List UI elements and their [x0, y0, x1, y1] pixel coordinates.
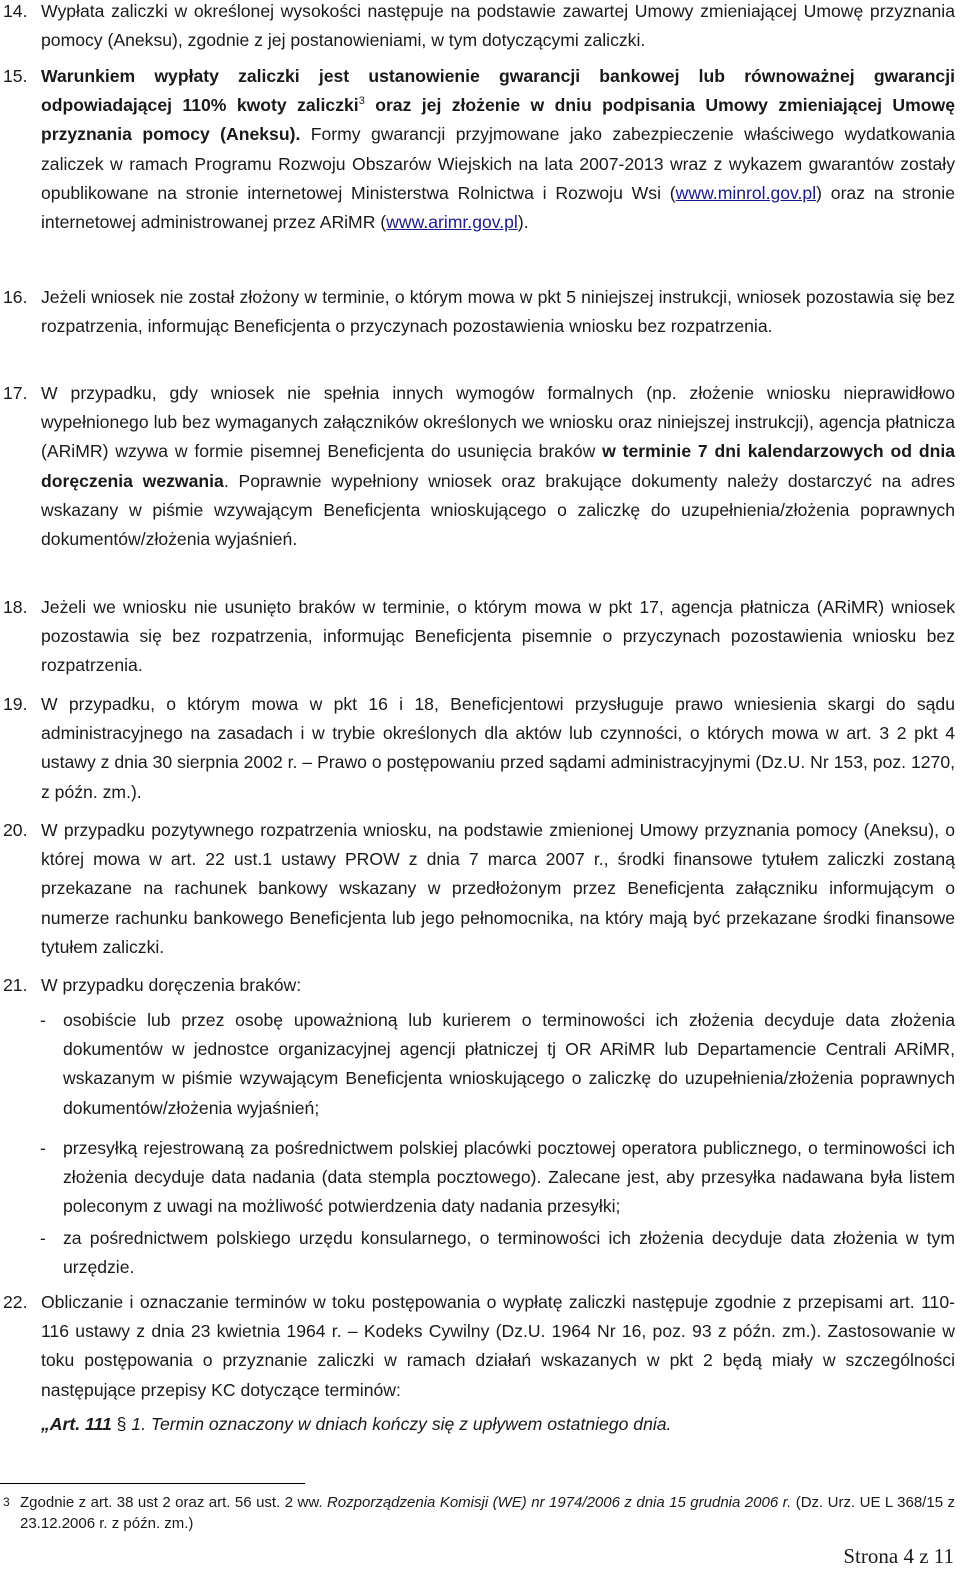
paragraph-number: 16. [3, 287, 28, 307]
paragraph-17 [0, 379, 955, 554]
paragraph-number: 17. [3, 383, 28, 403]
paragraph-text: W przypadku, o którym mowa w pkt 16 i 18, Beneficjentowi przysługuje prawo wniesienia skargi do sądu administracyjnego na zasadach i w trybie określonych dla aktów lub czynności, o których mowa w art. 3 2 pkt 4 ustawy z dnia 30 sierpnia 2002 r. – Prawo o postępowaniu przed sądami administracyjnymi (Dz.U. Nr 153, poz. 1270, z późn. zm.). [41, 694, 955, 802]
minrol-link[interactable]: www.minrol.gov.pl [675, 182, 817, 203]
paragraph-21 [0, 971, 955, 1000]
footnote-mark: 3 [3, 1495, 10, 1509]
paragraph-text: W przypadku pozytywnego rozpatrzenia wniosku, na podstawie zmienionej Umowy przyznania pomocy (Aneksu), o której mowa w art. 22 ust.1 ustawy PROW z dnia 7 marca 2007 r., środki finansowe tytułem zaliczki zostaną przekazane na rachunek bankowy wskazany w przedłożonym przez Beneficjenta załączniku informującym o numerze rachunku bankowego Beneficjenta lub jego pełnomocnika, na który mają być przekazane środki finansowe tytułem zaliczki. [41, 820, 955, 957]
footnote-separator [0, 1483, 305, 1484]
list-item-text: za pośrednictwem polskiego urzędu konsularnego, o terminowości ich złożenia decyduje data złożenia w tym urzędzie. [63, 1228, 955, 1278]
footnote-text-cont: (Dz. Urz. UE L 368/15 z 23.12.2006 r. z późn. zm.) [20, 1494, 955, 1532]
article-text: 1. Termin oznaczony w dniach kończy się z upływem ostatniego dnia. [131, 1414, 672, 1434]
list-item [0, 1224, 955, 1282]
list-item-text: osobiście lub przez osobę upoważnioną lub kurierem o terminowości ich złożenia decyduje data złożenia dokumentów w jednostce organizacyjnej agencji płatniczej tj OR ARiMR lub Departamencie Centrali ARiMR, wskazanym w piśmie wzywającym Beneficjenta wnioskującego o zaliczkę do uzupełnienia/złożenia poprawnych dokumentów/złożenia wyjaśnień; [63, 1010, 955, 1118]
list-item [0, 1006, 955, 1123]
footnote [0, 1492, 955, 1534]
paragraph-14 [0, 0, 955, 55]
footnote-text: Zgodnie z art. 38 ust 2 oraz art. 56 ust. 2 ww. [20, 1494, 327, 1511]
guarantee-requirement-cont: oraz jej złożenie w dniu podpisania Umowy zmieniającej Umowę przyznania pomocy (Aneksu). [41, 95, 955, 145]
arimr-link[interactable]: www.arimr.gov.pl [386, 212, 518, 233]
paragraph-text: Wypłata zaliczki w określonej wysokości następuje na podstawie zawartej Umowy zmieniającej Umowę przyznania pomocy (Aneksu), zgodnie z jej postanowieniami, w tym dotyczącymi zaliczki. [41, 1, 955, 51]
article-number: „Art. 111 [41, 1414, 112, 1434]
section-icon: § [111, 1414, 132, 1434]
list-item [0, 1134, 955, 1222]
paragraph-text-cont: . Poprawnie wypełniony wniosek oraz brakujące dokumenty należy dostarczyć na adres wskazany w piśmie wzywającym Beneficjenta wnioskującego o zaliczkę do uzupełnienia/złożenia poprawnych dokumentów/złożenia wyjaśnień. [41, 470, 955, 550]
list-item-text: przesyłką rejestrowaną za pośrednictwem polskiej placówki pocztowej operatora publicznego, o terminowości ich złożenia decyduje data nadania (data stempla pocztowego). Zalecane jest, aby przesyłka nadawana była listem poleconym z uwagi na możliwość potwierdzenia daty nadania przesyłki; [63, 1138, 955, 1217]
guarantee-forms-text-3: ). [517, 212, 529, 233]
footnote-regulation: Rozporządzenia Komisji (WE) nr 1974/2006 z dnia 15 grudnia 2006 r. [326, 1494, 792, 1511]
paragraph-number: 22. [3, 1292, 28, 1312]
paragraph-number: 20. [3, 820, 28, 840]
paragraph-19 [0, 690, 955, 807]
paragraph-16 [0, 283, 955, 341]
paragraph-text: W przypadku doręczenia braków: [41, 975, 302, 995]
paragraph-number: 18. [3, 597, 28, 617]
paragraph-text: Jeżeli wniosek nie został złożony w terminie, o którym mowa w pkt 5 niniejszej instrukcji, wniosek pozostawia się bez rozpatrzenia, informując Beneficjenta o przyczynach pozostawienia wniosku bez rozpatrzenia. [41, 287, 955, 337]
paragraph-number: 19. [3, 694, 28, 714]
paragraph-number: 15. [3, 66, 28, 86]
paragraph-number: 14. [3, 1, 28, 21]
footnote-reference[interactable]: 3 [358, 95, 365, 108]
paragraph-20 [0, 816, 955, 962]
paragraph-text: W przypadku, gdy wniosek nie spełnia innych wymogów formalnych (np. złożenie wniosku nieprawidłowo wypełnionego lub bez wymaganych załączników określonych we wniosku oraz niniejszej instrukcji), agencja płatnicza (ARiMR) wzywa w formie pisemnej Beneficjenta do usunięcia braków [41, 383, 955, 462]
paragraph-22 [0, 1288, 955, 1405]
paragraph-text: Obliczanie i oznaczanie terminów w toku postępowania o wypłatę zaliczki następuje zgodnie z przepisami art. 110-116 ustawy z dnia 23 kwietnia 1964 r. – Kodeks Cywilny (Dz.U. 1964 Nr 16, poz. 93 z późn. zm.). Zastosowanie w toku postępowania o przyznanie zaliczki w ramach działań wskazanych w pkt 2 będą miały w szczególności następujące przepisy KC dotyczące terminów: [41, 1292, 955, 1400]
guarantee-forms-text: Formy gwarancji przyjmowane jako zabezpieczenie właściwego wydatkowania zaliczek w ramach Programu Rozwoju Obszarów Wiejskich na lata 2007-2013 wraz z wykazem gwarantów zostały opublikowane na stronie internetowej Ministerstwa Rolnictwa i Rozwoju Wsi ( [41, 124, 955, 203]
paragraph-18 [0, 593, 955, 681]
paragraph-15 [0, 62, 955, 237]
guarantee-forms-text-2: ) oraz na stronie internetowej administrowanej przez ARiMR ( [41, 182, 955, 233]
list-dash: - [40, 1138, 46, 1158]
guarantee-requirement: Warunkiem wypłaty zaliczki jest ustanowienie gwarancji bankowej lub równoważnej gwarancji odpowiadającej 110% kwoty zaliczki [41, 66, 955, 116]
paragraph-text: Jeżeli we wniosku nie usunięto braków w terminie, o którym mowa w pkt 17, agencja płatnicza (ARiMR) wniosek pozostawia się bez rozpatrzenia, informując Beneficjenta pisemnie o przyczynach pozostawienia wniosku bez rozpatrzenia. [41, 597, 955, 676]
deadline-bold: w terminie 7 dni kalendarzowych od dnia doręczenia wezwania [41, 441, 955, 491]
paragraph-number: 21. [3, 975, 28, 995]
list-dash: - [40, 1228, 46, 1248]
list-dash: - [40, 1010, 46, 1030]
page-number: Strona 4 z 11 [843, 1544, 954, 1568]
article-quote [0, 1410, 955, 1439]
